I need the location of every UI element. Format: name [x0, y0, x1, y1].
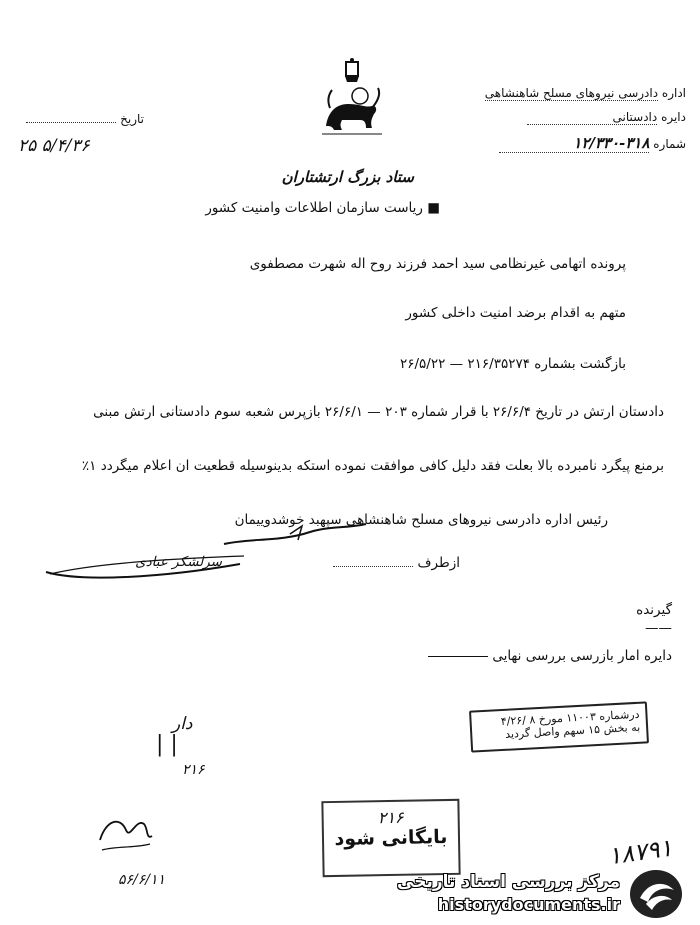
bottom-handwritten-number: ۱۸۷۹۱ — [605, 833, 674, 871]
margin-mark: | | — [156, 732, 178, 757]
reference-line: بازگشت بشماره ۲۱۶/۳۵۲۷۴ — ۲۶/۵/۲۲ — [399, 356, 626, 372]
received-stamp-line-1: درشماره ۱۱۰۰۳ مورخ ۸ /۴/۲۶ — [500, 707, 640, 729]
recipient-text: ریاست سازمان اطلاعات وامنیت کشور — [205, 200, 423, 216]
received-stamp — [469, 701, 649, 752]
header-date-label: تاریخ — [120, 112, 144, 126]
signature-scribble-icon — [220, 520, 370, 550]
bottom-signature-date: ۵۶/۶/۱۱ — [118, 872, 166, 888]
subject-line-2: متهم به اقدام برضد امنیت داخلی کشور — [405, 305, 626, 321]
paragraph-line-2: برمنع پیگرد نامبرده بالا بعلت فقد دلیل کافی موافقت نموده استکه بدینوسیله قطعیت ان اعلام میگردد ۱٪ — [81, 458, 664, 474]
archive-stamp-text: بایگانی شود — [334, 826, 448, 850]
paragraph-line-1: دادستان ارتش در تاریخ ۲۶/۶/۴ با قرار شماره ۲۰۳ — ۲۶/۶/۱ بازپرس شعبه سوم دادستانی ارتش مبنی — [93, 404, 664, 420]
recipient-bullet-icon: ■ — [427, 200, 440, 216]
watermark-url: historydocuments.ir — [437, 895, 620, 914]
signer-scribble-icon — [40, 548, 250, 588]
lion-and-sun-emblem-icon — [312, 56, 392, 146]
watermark-title: مرکز بررسی اسناد تاریخی — [397, 872, 620, 892]
signature-title-line: رئیس اداره دادرسی نیروهای مسلح شاهنشاهی سپهبد خوشدوییمان — [234, 512, 608, 528]
recipients-item-1 — [428, 648, 672, 664]
margin-note-2: ۲۱۶ — [182, 762, 205, 778]
received-stamp-line-2: به بخش ۱۵ سهم واصل گردید — [504, 720, 641, 741]
bottom-signature-icon — [96, 810, 156, 860]
subject-line-1: پرونده اتهامی غیرنظامی سید احمد فرزند روح اله شهرت مصطفوی — [249, 256, 626, 272]
header-office-value: دادرسی نیروهای مسلح شاهنشاهی — [484, 86, 659, 100]
recipient-line — [205, 200, 440, 216]
header-office-line — [485, 86, 686, 101]
header-number-label: شماره — [653, 137, 686, 151]
recipients-divider: —— — [645, 620, 672, 636]
header-department-line — [527, 110, 686, 125]
header-number-line — [499, 134, 686, 153]
watermark-logo-icon — [628, 868, 684, 920]
archive-stamp — [321, 799, 460, 877]
header-date-label-line — [14, 112, 144, 126]
recipients-label: گیرنده — [636, 602, 672, 618]
header-date-value: ۵/۴/۳۶ ۲۵ — [18, 136, 90, 156]
archive-stamp-number: ۲۱۶ — [377, 807, 404, 828]
header-office-label: اداره — [661, 86, 686, 100]
signature-signer-name: سرلشکر عبادی — [135, 554, 222, 570]
margin-note-1: دار — [172, 714, 193, 734]
header-department-value: دادستانی — [527, 110, 657, 125]
organization-title: ستاد بزرگ ارتشتاران — [281, 168, 414, 186]
signature-behalf-line — [333, 555, 460, 571]
signature-behalf-label: ازطرف — [417, 555, 460, 571]
recipients-item-1-text: دایره امار بازرسی بررسی نهایی — [492, 648, 672, 664]
header-department-label: دایره — [661, 110, 686, 124]
header-number-value: ۱۲/۳۳۰-۳۱۸ — [499, 134, 649, 153]
